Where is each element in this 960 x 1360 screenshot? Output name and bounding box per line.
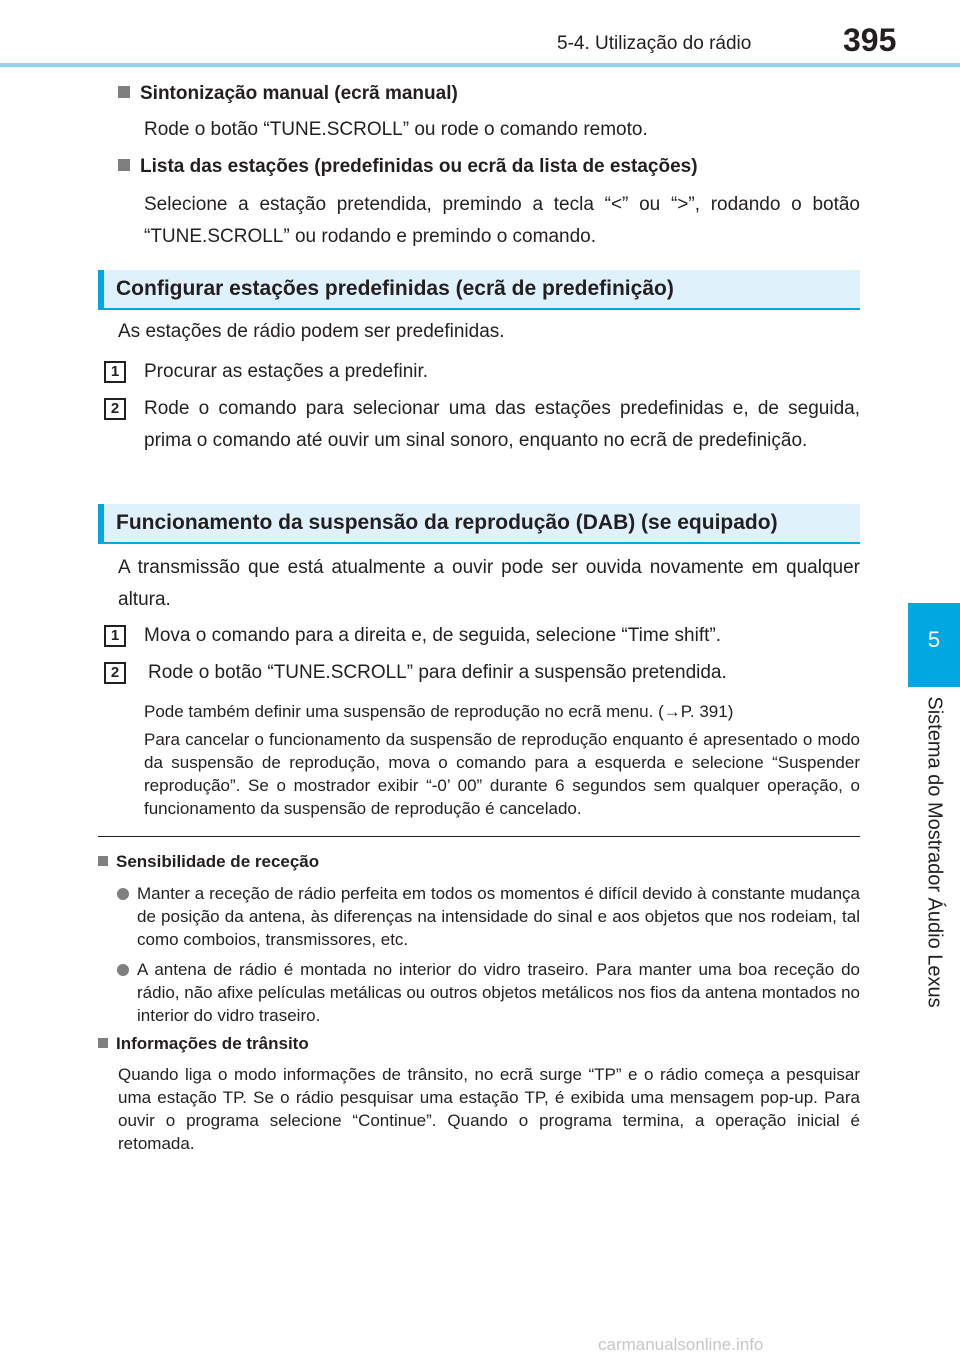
section-accent-bar xyxy=(98,270,104,310)
watermark: carmanualsonline.info xyxy=(598,1335,764,1354)
note-heading-traffic xyxy=(98,1034,309,1054)
section-heading-text: Configurar estações predefinidas (ecrã de predefinição) xyxy=(116,277,674,300)
section-title: 5-4. Utilização do rádio xyxy=(557,33,752,54)
note-item: A antena de rádio é montada no interior do vidro traseiro. Para manter uma boa receção do rádio, não afixe películas metálicas ou outros objetos metálicos nos fios da antena montados no interior do vidro traseiro. xyxy=(137,960,860,1025)
round-bullet-icon xyxy=(117,964,129,976)
bullet-heading-text: Sintonização manual (ecrã manual) xyxy=(140,83,458,104)
square-bullet-icon xyxy=(118,159,130,171)
step-number-badge: 1 xyxy=(104,625,126,647)
note-heading-text: Sensibilidade de receção xyxy=(116,852,320,871)
square-bullet-icon xyxy=(98,856,108,866)
note-heading-text: Informações de trânsito xyxy=(116,1034,309,1053)
notes-divider xyxy=(98,836,860,837)
step-number-badge: 1 xyxy=(104,361,126,383)
step-text: Rode o comando para selecionar uma das estações predefinidas e, de seguida, prima o comando até ouvir um sinal sonoro, enquanto no ecrã de predefinição. xyxy=(144,398,860,451)
section-heading-text: Funcionamento da suspensão da reprodução (DAB) (se equipado) xyxy=(116,511,778,534)
section-heading-presets xyxy=(98,270,860,310)
section-rule xyxy=(98,308,860,310)
section-intro: As estações de rádio podem ser predefinidas. xyxy=(118,321,505,342)
section-accent-bar xyxy=(98,504,104,544)
round-bullet-icon xyxy=(117,888,129,900)
chapter-number: 5 xyxy=(927,627,941,652)
step-note: Para cancelar o funcionamento da suspensão de reprodução enquanto é apresentado o modo da suspensão de reprodução, mova o comando para a esquerda e selecione “Suspender reprodução”. Se o mostrador exibir “-0’ 00” durante 6 segundos sem qualquer operação, o funcionamento da suspensão de reprodução é cancelado. xyxy=(144,730,860,818)
step-text: Procurar as estações a predefinir. xyxy=(144,361,429,382)
section-intro: A transmissão que está atualmente a ouvir pode ser ouvida novamente em qualquer altura. xyxy=(118,557,860,610)
step-note: Pode também definir uma suspensão de reprodução no ecrã menu. (→P. 391) xyxy=(144,702,734,721)
bullet-heading-station-list xyxy=(118,156,698,178)
note-item: Manter a receção de rádio perfeita em todos os momentos é difícil devido à constante mudança de posição da antena, às diferenças na intensidade do sinal e aos objetos que nos rodeiam, tal como comboios, transmissores, etc. xyxy=(137,884,860,949)
header-rule xyxy=(0,63,960,67)
square-bullet-icon xyxy=(118,86,130,98)
chapter-tab xyxy=(908,603,960,687)
page-number: 395 xyxy=(843,22,897,58)
step-text: Rode o botão “TUNE.SCROLL” para definir a suspensão pretendida. xyxy=(148,662,727,683)
bullet-body-station-list: Selecione a estação pretendida, premindo a tecla “<” ou “>”, rodando o botão “TUNE.SCROLL” ou rodando e premindo o comando. xyxy=(144,194,860,247)
square-bullet-icon xyxy=(98,1038,108,1048)
chapter-title: Sistema do Mostrador Áudio Lexus xyxy=(923,696,946,1008)
bullet-heading-text: Lista das estações (predefinidas ou ecrã da lista de estações) xyxy=(140,156,698,177)
bullet-heading-manual-tuning xyxy=(118,83,458,105)
step-text: Mova o comando para a direita e, de seguida, selecione “Time shift”. xyxy=(144,625,721,646)
bullet-body-manual-tuning: Rode o botão “TUNE.SCROLL” ou rode o comando remoto. xyxy=(144,119,648,140)
step-number-badge: 2 xyxy=(104,662,126,684)
note-heading-reception xyxy=(98,852,319,872)
section-rule xyxy=(98,542,860,544)
note-body: Quando liga o modo informações de trânsito, no ecrã surge “TP” e o rádio começa a pesquisar uma estação TP. Se o rádio pesquisar uma estação TP, é exibida uma mensagem pop-up. Para ouvir o programa selecione “Continue”. Quando o programa termina, a operação inicial é retomada. xyxy=(118,1065,860,1153)
step-number-badge: 2 xyxy=(104,398,126,420)
section-heading-time-shift xyxy=(98,504,860,544)
